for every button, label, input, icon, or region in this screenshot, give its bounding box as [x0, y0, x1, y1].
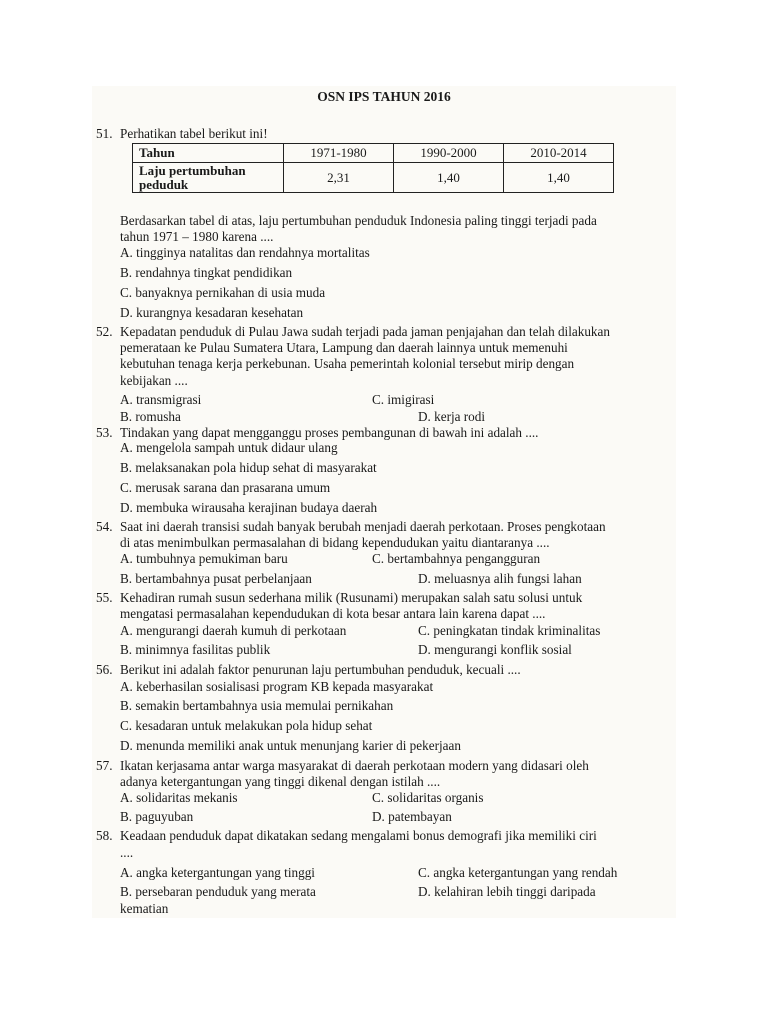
- question-text-line: Kepadatan penduduk di Pulau Jawa sudah terjadi pada jaman penjajahan dan telah dilakukan: [120, 324, 610, 339]
- answer-option: A. tingginya natalitas dan rendahnya mortalitas: [120, 245, 370, 260]
- answer-option: D. kurangnya kesadaran kesehatan: [120, 305, 304, 320]
- table-row-label-line: Laju pertumbuhan: [139, 162, 246, 178]
- answer-option: D. kerja rodi: [418, 409, 486, 424]
- answer-option: D. mengurangi konflik sosial: [418, 642, 572, 657]
- answer-option: C. peningkatan tindak kriminalitas: [418, 623, 601, 638]
- answer-option: C. banyaknya pernikahan di usia muda: [120, 285, 326, 300]
- page-title: OSN IPS TAHUN 2016: [317, 89, 451, 104]
- table-cell: 1,40: [504, 163, 614, 193]
- answer-option: D. membuka wirausaha kerajinan budaya daerah: [120, 500, 378, 515]
- question-text-line: adanya ketergantungan yang tinggi dikenal dengan istilah ....: [120, 774, 441, 789]
- answer-option: C. kesadaran untuk melakukan pola hidup sehat: [120, 718, 373, 733]
- question-text-line: tahun 1971 – 1980 karena ....: [120, 229, 274, 244]
- answer-option: B. paguyuban: [120, 809, 194, 824]
- answer-option: C. imigirasi: [372, 392, 435, 407]
- answer-option: C. solidaritas organis: [372, 790, 484, 805]
- question-number: 57.: [96, 758, 113, 773]
- answer-option: A. tumbuhnya pemukiman baru: [120, 551, 288, 566]
- question-text-line: Saat ini daerah transisi sudah banyak berubah menjadi daerah perkotaan. Proses pengkotaan: [120, 519, 606, 534]
- question-text-line: mengatasi permasalahan kependudukan di kota besar antara lain karena dapat ....: [120, 606, 546, 621]
- question-number: 56.: [96, 662, 113, 677]
- answer-option: B. rendahnya tingkat pendidikan: [120, 265, 293, 280]
- answer-option: D. menunda memiliki anak untuk menunjang karier di pekerjaan: [120, 738, 461, 753]
- question-text-line: Tindakan yang dapat mengganggu proses pembangunan di bawah ini adalah ....: [120, 425, 539, 440]
- question-number: 55.: [96, 590, 113, 605]
- table-cell: 2,31: [284, 163, 394, 193]
- answer-option: B. minimnya fasilitas publik: [120, 642, 271, 657]
- answer-option: A. mengelola sampah untuk didaur ulang: [120, 440, 338, 455]
- question-text-line: Keadaan penduduk dapat dikatakan sedang mengalami bonus demografi jika memiliki ciri: [120, 828, 597, 843]
- answer-option: A. keberhasilan sosialisasi program KB kepada masyarakat: [120, 679, 434, 694]
- question-text-line: Berdasarkan tabel di atas, laju pertumbuhan penduduk Indonesia paling tinggi terjadi pada: [120, 213, 597, 228]
- answer-option: D. kelahiran lebih tinggi daripada: [418, 884, 596, 899]
- answer-option: C. merusak sarana dan prasarana umum: [120, 480, 331, 495]
- question-text-line: kebijakan ....: [120, 373, 188, 388]
- table-row-label: [133, 163, 284, 193]
- table-header-cell: 1971-1980: [284, 144, 394, 163]
- question-number: 54.: [96, 519, 113, 534]
- table-header-cell: 1990-2000: [394, 144, 504, 163]
- answer-option: A. transmigrasi: [120, 392, 202, 407]
- answer-option: B. persebaran penduduk yang merata: [120, 884, 316, 899]
- answer-option: B. bertambahnya pusat perbelanjaan: [120, 571, 312, 586]
- question-text-line: Kehadiran rumah susun sederhana milik (Rusunami) merupakan salah satu solusi untuk: [120, 590, 583, 605]
- answer-option: B. romusha: [120, 409, 181, 424]
- table-row-label-line: peduduk: [139, 176, 189, 192]
- answer-option: B. semakin bertambahnya usia memulai pernikahan: [120, 698, 394, 713]
- answer-option: A. angka ketergantungan yang tinggi: [120, 865, 315, 880]
- question-number: 51.: [96, 126, 113, 141]
- table-row: [133, 144, 614, 163]
- question-text-line: Berikut ini adalah faktor penurunan laju pertumbuhan penduduk, kecuali ....: [120, 662, 521, 677]
- answer-option: D. patembayan: [372, 809, 452, 824]
- table-header-cell: Tahun: [133, 144, 284, 163]
- answer-option: B. melaksanakan pola hidup sehat di masyarakat: [120, 460, 377, 475]
- question-text-line: kebutuhan tenaga kerja perkebunan. Usaha pemerintah kolonial tersebut mirip dengan: [120, 356, 575, 371]
- question-text-line: pemerataan ke Pulau Sumatera Utara, Lampung dan daerah lainnya untuk memenuhi: [120, 340, 568, 355]
- question-intro: Perhatikan tabel berikut ini!: [120, 126, 268, 141]
- answer-option: C. angka ketergantungan yang rendah: [418, 865, 618, 880]
- answer-option: D. meluasnya alih fungsi lahan: [418, 571, 582, 586]
- table-row: [133, 163, 614, 193]
- table-cell: 1,40: [394, 163, 504, 193]
- table-header-cell: 2010-2014: [504, 144, 614, 163]
- population-growth-table: [132, 143, 614, 193]
- answer-option: C. bertambahnya pengangguran: [372, 551, 541, 566]
- question-number: 53.: [96, 425, 113, 440]
- answer-option: A. mengurangi daerah kumuh di perkotaan: [120, 623, 347, 638]
- answer-option: A. solidaritas mekanis: [120, 790, 238, 805]
- question-text-line: ....: [120, 845, 134, 860]
- answer-option-continuation: kematian: [120, 901, 169, 916]
- question-number: 52.: [96, 324, 113, 339]
- question-text-line: di atas menimbulkan permasalahan di bidang kependudukan yaitu diantaranya ....: [120, 535, 550, 550]
- question-text-line: Ikatan kerjasama antar warga masyarakat di daerah perkotaan modern yang didasari oleh: [120, 758, 589, 773]
- question-number: 58.: [96, 828, 113, 843]
